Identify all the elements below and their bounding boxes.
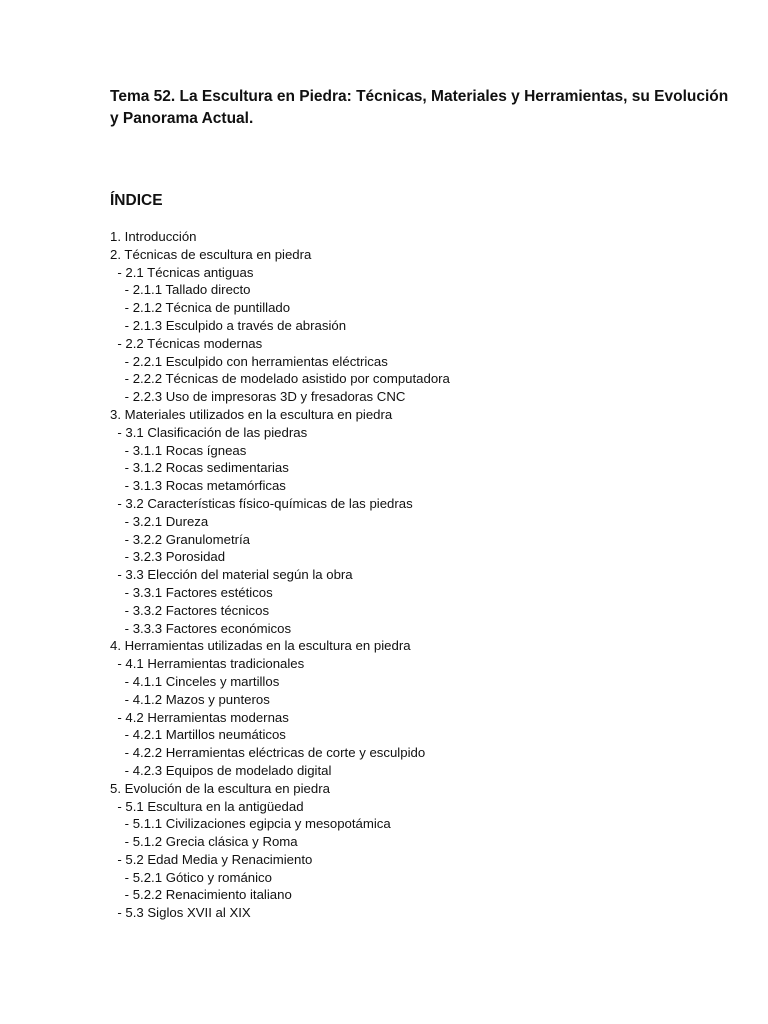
- toc-entry: 3. Materiales utilizados en la escultura en piedra: [110, 406, 393, 422]
- toc-entry: - 3.1 Clasificación de las piedras: [110, 424, 308, 440]
- toc-entry: - 3.2 Características físico-químicas de las piedras: [110, 495, 413, 511]
- toc-entry: - 5.2 Edad Media y Renacimiento: [110, 851, 313, 867]
- toc-entry: - 5.2.2 Renacimiento italiano: [110, 887, 292, 903]
- toc-entry: - 3.1.1 Rocas ígneas: [110, 442, 247, 458]
- toc-entry: - 2.1.1 Tallado directo: [110, 282, 251, 298]
- toc-entry: - 4.2.3 Equipos de modelado digital: [110, 762, 332, 778]
- toc-entry: - 3.2.2 Granulometría: [110, 531, 250, 547]
- toc-entry: - 3.3 Elección del material según la obra: [110, 567, 353, 583]
- toc-entry: - 3.1.2 Rocas sedimentarias: [110, 460, 289, 476]
- toc-entry: - 4.2 Herramientas modernas: [110, 709, 289, 725]
- toc-entry: - 4.1.1 Cinceles y martillos: [110, 673, 280, 689]
- toc-entry: 5. Evolución de la escultura en piedra: [110, 780, 330, 796]
- toc-entry: - 2.2.1 Esculpido con herramientas eléctricas: [110, 353, 388, 369]
- toc-entry: - 2.1.3 Esculpido a través de abrasión: [110, 317, 347, 333]
- toc-entry: - 5.2.1 Gótico y románico: [110, 869, 272, 885]
- toc-entry: - 2.2.3 Uso de impresoras 3D y fresadoras CNC: [110, 389, 406, 405]
- toc-entry: - 4.2.2 Herramientas eléctricas de corte y esculpido: [110, 745, 426, 761]
- toc-entry: - 2.1 Técnicas antiguas: [110, 264, 254, 280]
- toc-entry: - 5.1.1 Civilizaciones egipcia y mesopotámica: [110, 816, 391, 832]
- toc-entry: - 5.1.2 Grecia clásica y Roma: [110, 834, 298, 850]
- toc-entry: - 2.2 Técnicas modernas: [110, 335, 263, 351]
- toc-entry: - 4.2.1 Martillos neumáticos: [110, 727, 286, 743]
- toc-entry: - 5.3 Siglos XVII al XIX: [110, 905, 251, 921]
- toc-entry: - 3.3.3 Factores económicos: [110, 620, 292, 636]
- toc-entry: 1. Introducción: [110, 229, 197, 244]
- toc-entry: - 5.1 Escultura en la antigüedad: [110, 798, 304, 814]
- toc-entry: - 3.3.1 Factores estéticos: [110, 584, 273, 600]
- toc-entry: 4. Herramientas utilizadas en la escultura en piedra: [110, 638, 411, 654]
- toc-entry: - 3.2.1 Dureza: [110, 513, 209, 529]
- toc-entry: 2. Técnicas de escultura en piedra: [110, 246, 312, 262]
- document-title: Tema 52. La Escultura en Piedra: Técnicas, Materiales y Herramientas, su Evolución y Panorama Actual.: [110, 88, 729, 127]
- toc-entry: - 3.2.3 Porosidad: [110, 549, 226, 565]
- toc-entry: - 2.2.2 Técnicas de modelado asistido por computadora: [110, 371, 450, 387]
- document-page: [110, 86, 730, 921]
- table-of-contents: [110, 228, 450, 922]
- toc-entry: - 3.3.2 Factores técnicos: [110, 602, 270, 618]
- toc-entry: - 3.1.3 Rocas metamórficas: [110, 478, 286, 494]
- toc-entry: - 4.1.2 Mazos y punteros: [110, 691, 270, 707]
- toc-entry: - 4.1 Herramientas tradicionales: [110, 656, 305, 672]
- toc-entry: - 2.1.2 Técnica de puntillado: [110, 300, 291, 316]
- index-heading: ÍNDICE: [110, 192, 163, 209]
